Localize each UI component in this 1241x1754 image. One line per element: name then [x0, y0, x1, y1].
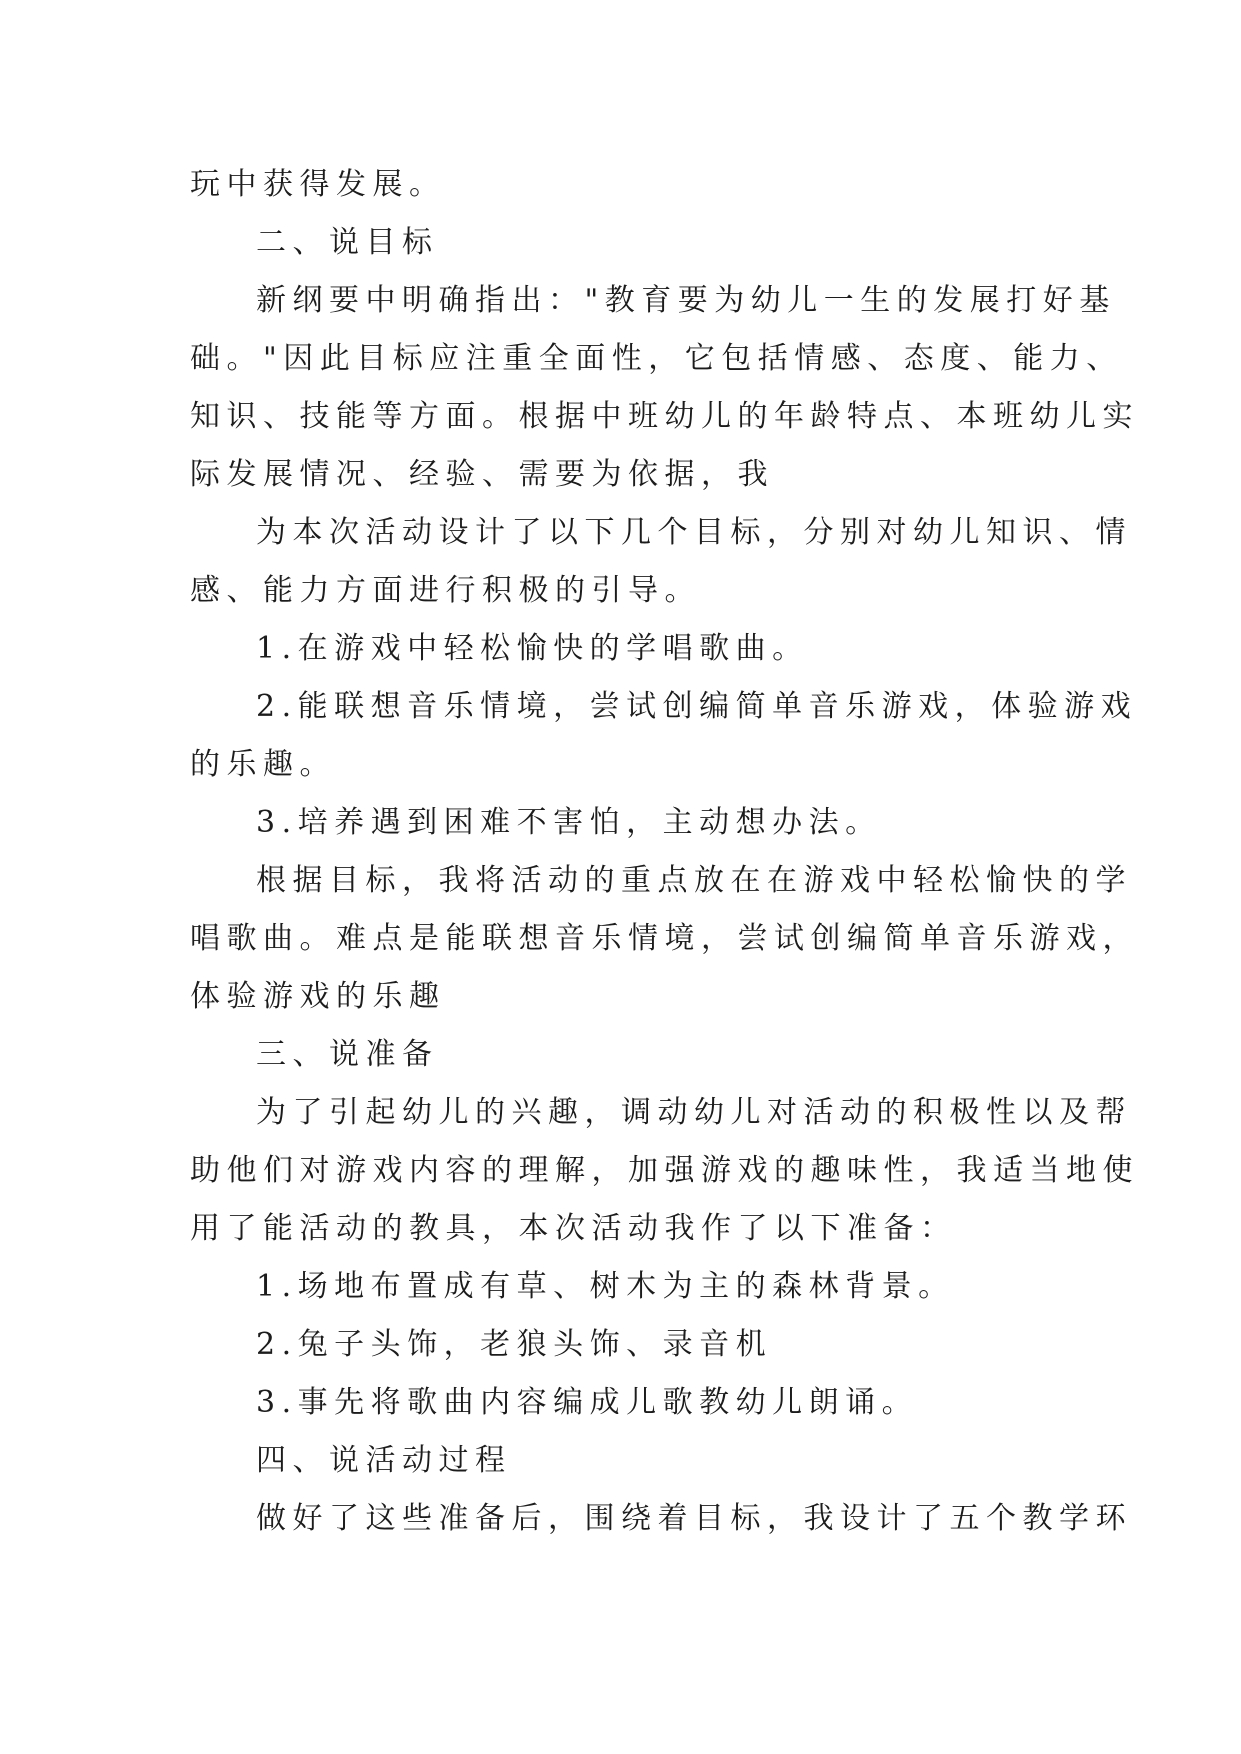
- section-heading-process: 四、说活动过程: [256, 1443, 512, 1478]
- goal-item-1: 1.在游戏中轻松愉快的学唱歌曲。: [256, 631, 809, 666]
- paragraph-line: 体验游戏的乐趣: [190, 979, 446, 1014]
- paragraph-line: 础。"因此目标应注重全面性，它包括情感、态度、能力、: [190, 341, 1123, 376]
- paragraph-line: 为了引起幼儿的兴趣，调动幼儿对活动的积极性以及帮: [256, 1095, 1132, 1130]
- paragraph-line: 新纲要中明确指出："教育要为幼儿一生的发展打好基: [256, 283, 1116, 318]
- paragraph-line: 为本次活动设计了以下几个目标，分别对幼儿知识、情: [256, 515, 1132, 550]
- paragraph-line: 的乐趣。: [190, 747, 336, 782]
- paragraph-line: 玩中获得发展。: [190, 167, 446, 202]
- paragraph-line: 助他们对游戏内容的理解，加强游戏的趣味性，我适当地使: [190, 1153, 1139, 1188]
- goal-item-3: 3.培养遇到困难不害怕，主动想办法。: [256, 805, 882, 840]
- paragraph-line: 用了能活动的教具，本次活动我作了以下准备：: [190, 1211, 957, 1246]
- preparation-item-2: 2.兔子头饰，老狼头饰、录音机: [256, 1327, 773, 1362]
- goal-item-2: 2.能联想音乐情境，尝试创编简单音乐游戏，体验游戏: [256, 689, 1138, 724]
- paragraph-line: 际发展情况、经验、需要为依据，我: [190, 457, 774, 492]
- preparation-item-3: 3.事先将歌曲内容编成儿歌教幼儿朗诵。: [256, 1385, 919, 1420]
- preparation-item-1: 1.场地布置成有草、树木为主的森林背景。: [256, 1269, 955, 1304]
- section-heading-goals: 二、说目标: [256, 225, 439, 260]
- section-heading-preparation: 三、说准备: [256, 1037, 439, 1072]
- paragraph-line: 唱歌曲。难点是能联想音乐情境，尝试创编简单音乐游戏，: [190, 921, 1139, 956]
- paragraph-line: 知识、技能等方面。根据中班幼儿的年龄特点、本班幼儿实: [190, 399, 1139, 434]
- document-body: [190, 156, 1139, 1548]
- paragraph-line: 根据目标，我将活动的重点放在在游戏中轻松愉快的学: [256, 863, 1132, 898]
- paragraph-line: 做好了这些准备后，围绕着目标，我设计了五个教学环: [256, 1501, 1132, 1536]
- paragraph-line: 感、能力方面进行积极的引导。: [190, 573, 701, 608]
